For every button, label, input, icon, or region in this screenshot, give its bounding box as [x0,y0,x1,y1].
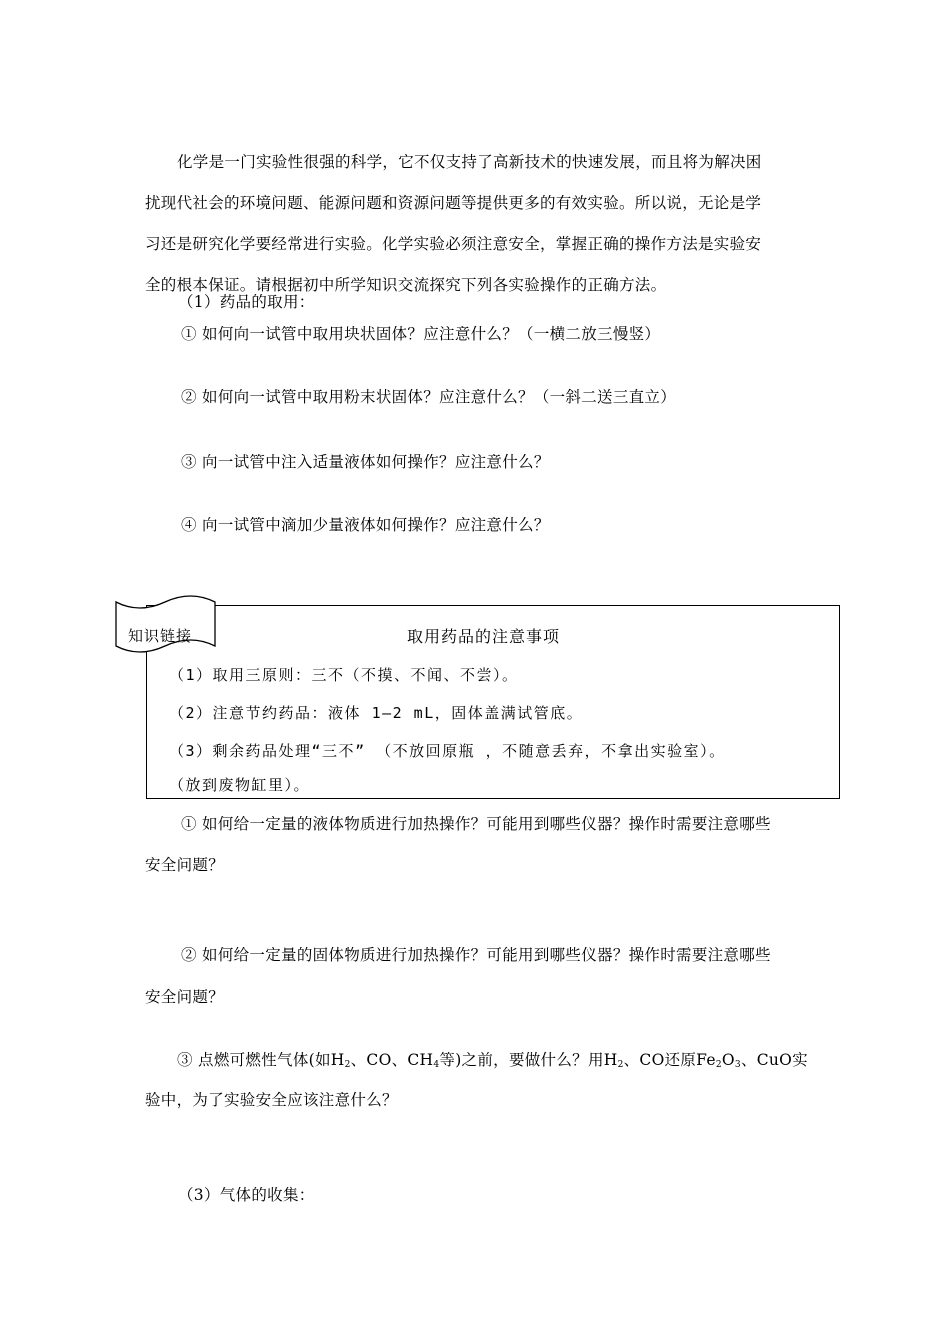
knowledge-line-4: （放到废物缸里）。 [169,776,311,794]
question-heat-liquid-line1: ① 如何给一定量的液体物质进行加热操作？可能用到哪些仪器？操作时需要注意哪些 [181,815,771,833]
question-heat-solid-line2: 安全问题？ [145,988,225,1006]
question-flammable-gas-line2: 验中，为了实验安全应该注意什么？ [145,1091,398,1109]
knowledge-line-2: （2）注意节约药品：液体 1—2 mL，固体盖满试管底。 [169,704,584,722]
question-liquid-pour: ③ 向一试管中注入适量液体如何操作？应注意什么？ [181,453,550,471]
knowledge-line-1: （1）取用三原则：三不（不摸、不闻、不尝）。 [169,666,519,684]
knowledge-tab-label: 知识链接 [128,627,193,645]
question-liquid-drop: ④ 向一试管中滴加少量液体如何操作？应注意什么？ [181,516,550,534]
question-heat-solid-line1: ② 如何给一定量的固体物质进行加热操作？可能用到哪些仪器？操作时需要注意哪些 [181,946,771,964]
question-heat-liquid-line2: 安全问题？ [145,856,225,874]
section3-heading: （3）气体的收集： [178,1186,315,1204]
knowledge-box [146,605,840,799]
question-flammable-gas-line1: ③ 点燃可燃性气体(如$H_2$、CO、$CH_4$等)之前，要做什么？用$H_2$、CO还原$Fe_2O_3$、CuO实 [177,1051,808,1070]
question-solid-powder: ② 如何向一试管中取用粉末状固体？应注意什么？（一斜二送三直立） [181,388,677,406]
knowledge-box-title: 取用药品的注意事项 [407,627,561,646]
intro-line-2: 扰现代社会的环境问题、能源问题和资源问题等提供更多的有效实验。所以说，无论是学 [145,194,762,212]
intro-paragraph [145,142,810,306]
section1-heading: （1）药品的取用： [178,293,315,311]
intro-line-4: 全的根本保证。请根据初中所学知识交流探究下列各实验操作的正确方法。 [145,276,667,294]
scroll-banner-icon [113,588,218,658]
intro-line-1: 化学是一门实验性很强的科学，它不仅支持了高新技术的快速发展，而且将为解决困 [177,153,762,171]
question-solid-block: ① 如何向一试管中取用块状固体？应注意什么？（一横二放三慢竖） [181,325,661,343]
knowledge-line-3: （3）剩余药品处理“三不” （不放回原瓶 ，不随意丢弃，不拿出实验室）。 [169,742,726,760]
intro-line-3: 习还是研究化学要经常进行实验。化学实验必须注意安全，掌握正确的操作方法是实验安 [145,235,762,253]
